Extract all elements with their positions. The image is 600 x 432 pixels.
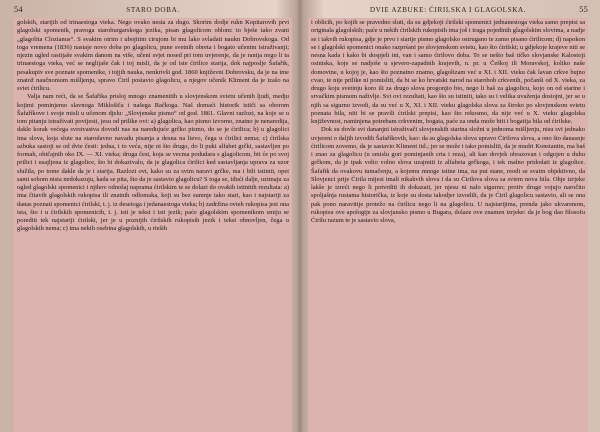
- right-text-block: [308, 18, 588, 432]
- left-running-title: STARO DOBA.: [126, 6, 180, 14]
- left-paragraph-1: golskih, starijih od trinaestoga vieka. Nego ovako nesta za dugo. Skorim dodje rukn Kopitarovih prvi glagolski spomenik, pravoga staroburgarskoga jezika, pisan glagolicom oblom: to bješe tako zvani „glagolita Clozianus“. S svakim otrim i ubojitim cirujom bi mu lako svladati naukn Dobrovskoga. Od toga vremena (1836) nastaje novo doba po glagolicu, pune svetnih obreta i bogato učenim istraživanji; njezin ugled rastijaše svakim danom na više, učeni svjet nosed pri tom uvjerenje, da je ranija nego li ta trinaestoga vieka, već se neglijaše čak i toj misli, da je od iste ćirilice starija, dok najposlje Šafařik, pesakupiv sve poznate spomenike, i tojjih nauka, nenkrivši god. 1860 književni Dobrovsku, da je na ime znatož naučnomom mišljenju, spravo Ćiril postavio glagolicu, a njegov učenik Kliment da je izašo na sviet ćirilicu.: [17, 19, 289, 92]
- left-text-block: [14, 18, 292, 432]
- right-running-title: DVIE AZBUKE: ĆIRILSKA I GLAGOLSKA.: [369, 6, 527, 14]
- right-paragraph-1: i oblicih, po kojih se pravedno sluti, da su gdjekoji ćirilski spomenici jednanestoga vieka samo prepisi sa originala glagolskih; paće u nekih ćirilskih rukopisih ima još i traga pojedinih glagolskim slovima, a nadje se i takvih rukopisa, gdje je prvo i starije pismo glagolsko ostrugano te zamo pisano ćirilicom; d) napokon se i glagolski spomenici onako razprśani po slovjenskom svietu, kao što ćirilski; u gdjekoje krajeve niti se nesna kada i kako bi dospjeli ini, van i samo ćirilovo doba. To se nešto baš tičko slovjanske Kalostoji osiniska, koje se nadjoše u sjevero-zapadnih krajevih, n. pr. u Češkoj ili Moravskoj, koliko naše domovine, u kojoj je, kao što poznatno znamo, glagolizam već u XI. i XII. vieku čak lavan crkve bujno cvao, te nije prilike ni pomisliti, da bi se ko hrvatski narod na staroboh crkvenih, počanši od X. vieka, za drugo koju svetinju koro ili za drugo slova progonjio bio, nego li baš za glagolicu, kojo on od starine i srvačkim pismom naživlje. Svi ovi rezultati, kao što su istiniti, tako su i velika uvaženja dostojni, jer se u njih sa sigurno izvodi, da su već u X, XI. i XII. vieku glagolska slova za široko po slovjenskom svietu poznata bila, niti bi se pravili ćirilski prepisi, kao što rekosmo, da nije već u X. vieku glagolska književnost, naminjena potrebam crkvenim, bogata, paće za onda može biti i bogatija bila od ćirilske.: [311, 19, 585, 125]
- right-page-number: 55: [579, 5, 588, 14]
- left-page-number: 54: [14, 5, 23, 14]
- left-running-head: [14, 4, 292, 16]
- right-paragraph-2: Dok su dovle svi dananjni istraživači slovjenskih starina složni u jednoma mišljenju, nisu svi jednako uvjereni o daljih izvodih Šafaříkovih, kao: da su glagolska slova upravo Ćirilova slova, a ono što danasnje ćirilicom zovemo, da je sastavio Kliment itd.; jer se može i tako pomisliti, da je mudri Konstantin, ma baš i znao za glagolicu (u smislu gori pominjanih crta i reza), ali kao dovjek obrazovan i odgojen u duhu grčkom, da je tpak volio volno slova uzajmiti iz alfabeta grčkoga, i tek malno pridodati iz glagolice. Šafařik da ovakovu tumačenju, a kojemu mnoge istine ima, na put stane, reodi se svaim objektivno, da Slovjenci prije Ćirila mijesi imali nikakvih slova i da su Ćirilova slova sa sviem nova bila. Ohje izrjeke lakše je izreći nego li potvrditi ih dokazati, jer njesu ni nalo sigurno; protiv druge vojujo naročito spoljašnja rustama historička, iz koje su dosta takodjer izvodili, da je Ćiril glagolicu sastavio, ali se ona pak pono naravitije protežo na ćirilicu nego li na glagolicu. U najstarijima, prenda jako ukvarenom, rukopisu ove apologije za slovjansko pismo u Bugara, dolaze ove znamen izrjeke: da je bog dao filosofu Ćirilu razum te je sastavio slova,: [311, 126, 585, 224]
- right-page: [300, 0, 600, 432]
- right-running-head: [308, 4, 588, 16]
- left-paragraph-2: Valja nam reći, da se Šafařika prisloj mnogo znamenitih u slovjenskom svietu učenih ljudi, medju kojimi pominjemo slavnoga Miklošiča i našega Račkoga. Naš domaći historik ističi sa oborom Šafaříkove i svoje misli u učenom djelu: „Slovjenske pismo“ od god. 1861. Glavni razlozi, na koje se u tom pitanju istraživati povijesti, jesu od prilike ovi: a) glagolica, kao pismo izvorno, znatno je nenaredija, dakle korak većega svrstvastva dovodi nas na naređujuće grčko pismo, do se je ćirilica; b) u glagolici ima slova, koja slute na starodavno navadu pisanja a desna na lievo, čega u ćirilici nema; c) ćirilska azbuka sastoji se od dvie česti: jedna, i to veća, nije ni što drugo, do li puki alfabet grčki, sastavljen po formah, običajnih oko IX. — XI. vieka; druga čest, koja se vecma podudara s glagolicom, bit će po svoj prilici i usajljena iz glagolice, što bi dokazivalo, da je glagolica ćirilici ked sastavljanja uprava za uzor služila, po tome dakle da je i starija. Razlozi ovi, kako su za svim naravi grčke, ma i bili istiniti, opet sami sobom nista nedokazuju, kada se pita, što da je sastavio glagolicu? S toga se, iđući dalje, uzimaju za ogled glagolski spomenici i njihov odnošaj naprama ćirilskim te se dolazi do ovakih istinitih rezultata: a) ima čitavih glagolskih rukopisa ili znatnih odlomaka, koji su bez sumnje tako stari, kao i najstariji za danas poznati spomenici ćirilski, t. j. iz desetoga i jedanaestoga vieka; b) zadržina ovieh rukopisa jest ona ista, što i u ćirilskih spomenicih, t. j. isti je tekst i isti jezik; paće glagolskim spomenikom smiju se porediti tek najstariji ćirilski, jer je u poznijih ćirilskih rukopisih jezik i tekst obnovljen, čega u glagolskih nema; c) ima nekih osebina glagolskih, u rieših: [17, 93, 289, 233]
